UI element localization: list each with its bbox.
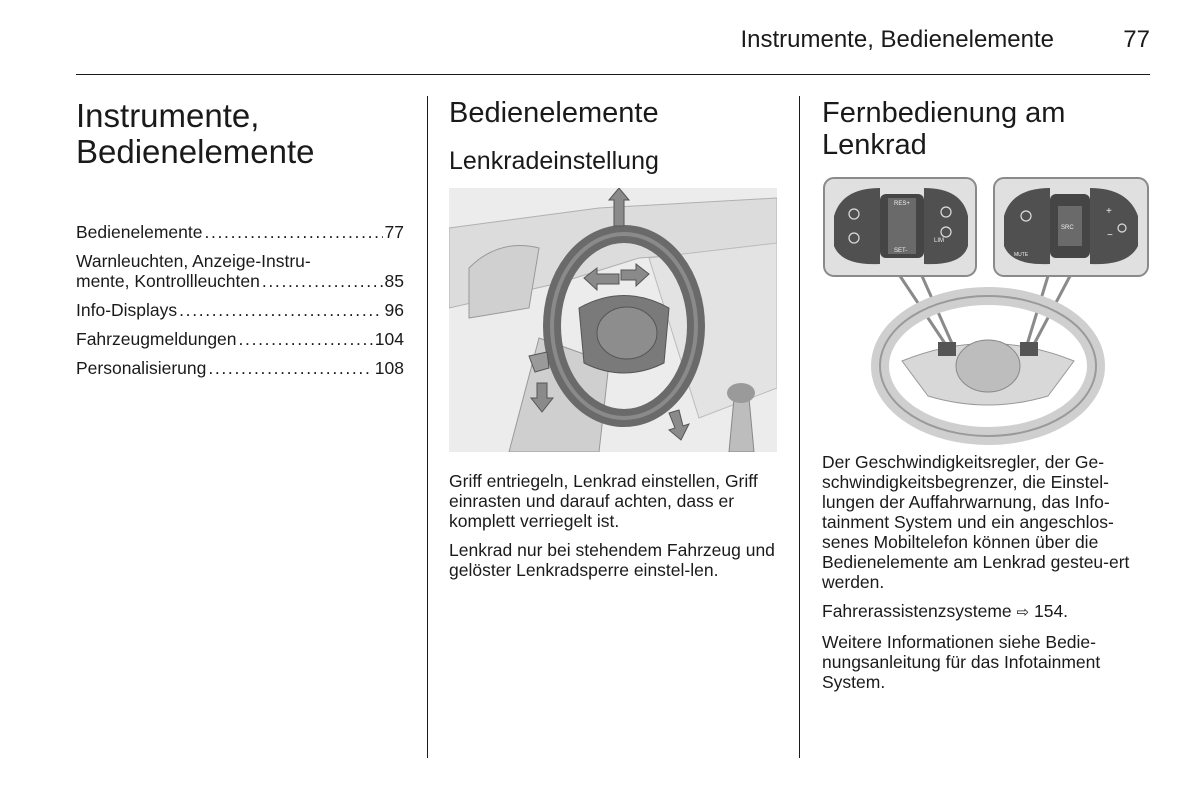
- toc-label: mente, Kontrollleuchten: [76, 271, 260, 291]
- cross-reference-page[interactable]: 154.: [1033, 601, 1069, 621]
- toc-entry[interactable]: [76, 358, 404, 378]
- chapter-title: [76, 98, 315, 170]
- toc-page: 104: [374, 329, 404, 349]
- remote-control-heading: [822, 97, 1142, 161]
- toc-page: 77: [384, 222, 404, 242]
- toc-leader: [208, 358, 372, 378]
- middle-body: [449, 471, 779, 589]
- volume-plus-icon: +: [1106, 206, 1112, 217]
- toc-page: 85: [384, 271, 404, 291]
- left-wheel-controls: [938, 342, 956, 356]
- steering-adjustment-illustration: [449, 188, 777, 452]
- header-rule: [76, 74, 1150, 75]
- right-body: [822, 452, 1150, 701]
- toc-entry[interactable]: [76, 329, 404, 349]
- toc-leader: [262, 271, 383, 291]
- mute-label: MUTE: [1014, 252, 1029, 258]
- page-number: 77: [1123, 26, 1150, 53]
- res-label: RES+: [894, 201, 910, 207]
- chapter-title-line1: Instrumente,: [76, 97, 260, 134]
- lim-label: LIM: [934, 238, 945, 244]
- toc-entry[interactable]: [76, 222, 404, 242]
- toc-label-line1: Warnleuchten, Anzeige-Instru-: [76, 251, 311, 271]
- toc-label: Bedienelemente: [76, 222, 203, 242]
- toc-leader: [204, 222, 382, 242]
- gear-knob: [727, 383, 755, 403]
- cross-reference-text: Fahrerassistenzsysteme: [822, 601, 1012, 621]
- controls-paragraph-3: Weitere Informationen siehe Bedie-nungsanleitung für das Infotainment System.: [822, 632, 1101, 692]
- toc-entry[interactable]: [76, 300, 404, 320]
- chapter-title-line2: Bedienelemente: [76, 133, 315, 170]
- toc-page: 108: [374, 358, 404, 378]
- toc-entry[interactable]: [76, 251, 404, 291]
- steering-controls-illustration: [822, 176, 1150, 446]
- instruction-paragraph-1: Griff entriegeln, Lenkrad einstellen, Griff einrasten und darauf achten, dass er komplett verriegelt ist.: [449, 471, 758, 531]
- toc-page: 96: [384, 300, 404, 320]
- toc-label: Personalisierung: [76, 358, 207, 378]
- airbag-cover: [597, 307, 657, 359]
- gear-lever: [729, 398, 754, 452]
- controls-paragraph-1: Der Geschwindigkeitsregler, der Ge-schwindigkeitsbegrenzer, die Einstel-lungen der Auffahrwarnung, das Info-tainment System und ein angeschlos-senes Mobiltelefon können über die Bedienelemente am Lenkrad gesteu-ert werden.: [822, 452, 1130, 592]
- toc-leader: [179, 300, 382, 320]
- volume-minus-icon: −: [1107, 230, 1113, 241]
- wheel-hub: [956, 340, 1020, 392]
- toc-leader: [239, 329, 373, 349]
- heading-line1: Fernbedienung am: [822, 97, 1066, 129]
- src-label: SRC: [1061, 225, 1074, 231]
- section-heading: Bedienelemente: [449, 97, 659, 129]
- column-divider-2: [799, 96, 800, 758]
- subsection-heading: Lenkradeinstellung: [449, 147, 659, 175]
- toc-label: Info-Displays: [76, 300, 178, 320]
- column-divider-1: [427, 96, 428, 758]
- instruction-paragraph-2: Lenkrad nur bei stehendem Fahrzeug und gelöster Lenkradsperre einstel-len.: [449, 540, 775, 580]
- table-of-contents: [76, 222, 404, 387]
- right-wheel-controls: [1020, 342, 1038, 356]
- running-header-title: Instrumente, Bedienelemente: [740, 26, 1054, 53]
- heading-line2: Lenkrad: [822, 129, 927, 161]
- cross-reference-paragraph: [822, 601, 1150, 623]
- set-label: SET-: [894, 248, 908, 254]
- page-reference-arrow-icon: ⇨: [1016, 604, 1030, 621]
- toc-label: Fahrzeugmeldungen: [76, 329, 237, 349]
